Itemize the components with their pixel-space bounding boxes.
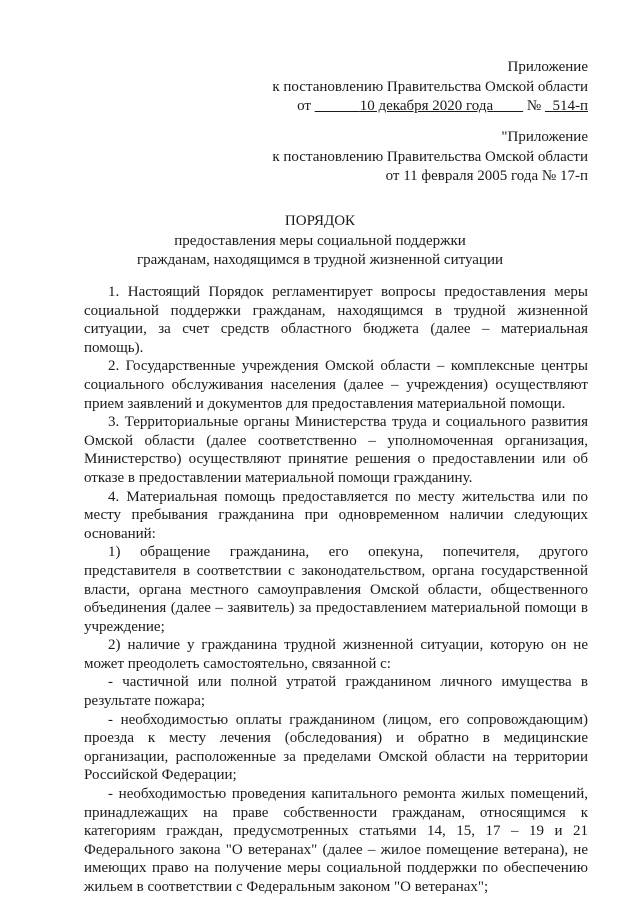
paragraph: 1. Настоящий Порядок регламентирует вопросы предоставления меры социальной поддержки гражданам, находящимся в трудной жизненной ситуации, за счет средств областного бюджета (далее – материальная помощь). <box>84 284 588 356</box>
appendix-date: 10 декабря 2020 года <box>359 98 494 114</box>
original-resolution-ref: к постановлению Правительства Омской области <box>272 148 588 165</box>
appendix-number-label: № <box>526 98 542 114</box>
document-subtitle-line2: гражданам, находящимся в трудной жизненной ситуации <box>136 252 503 268</box>
paragraph: 3. Территориальные органы Министерства труда и социального развития Омской области (далее соответственно – уполномоченная организация, Министерство) осуществляют принятие решения о предоставлении или об отказе в предоставлении материальной помощи гражданину. <box>84 414 588 486</box>
paragraph: - частичной или полной утратой гражданином личного имущества в результате пожара; <box>84 674 588 710</box>
document-subtitle-line1: предоставления меры социальной поддержки <box>174 233 466 249</box>
appendix-resolution-ref: к постановлению Правительства Омской области <box>272 78 588 95</box>
document-title: ПОРЯДОК <box>284 213 356 229</box>
paragraph: - необходимостью проведения капитального ремонта жилых помещений, принадлежащих на праве собственности гражданам, относящимся к категориям граждан, предусмотренных статьями 14, 15, 17 – 19 и 21 Федерального закона "О ветеранах" (далее – жилое помещение ветерана), не имеющих право на получение меры социальной поддержки по обеспечению жильем в соответствии с Федеральным законом "О ветеранах"; <box>84 786 588 895</box>
paragraph: 2. Государственные учреждения Омской области – комплексные центры социального обслуживания населения (далее – учреждения) осуществляют прием заявлений и документов для предоставления материальной помощи. <box>84 358 588 412</box>
appendix-date-prefix: от <box>297 98 311 114</box>
paragraph: 4. Материальная помощь предоставляется по месту жительства или по месту пребывания гражданина при одновременном наличии следующих оснований: <box>84 488 588 542</box>
original-appendix-header <box>272 128 588 187</box>
appendix-header <box>272 58 588 117</box>
paragraph: - необходимостью оплаты гражданином (лицом, его сопровождающим) проезда к месту лечения (обследования) и обратно в медицинские организации, расположенные за пределами Омской области на территории Российской Федерации; <box>84 711 588 784</box>
original-appendix-label: "Приложение <box>501 129 588 145</box>
paragraph: 2) наличие у гражданина трудной жизненной ситуации, которую он не может преодолеть самостоятельно, связанной с: <box>84 637 588 672</box>
paragraph: 1) обращение гражданина, его опекуна, попечителя, другого представителя в соответствии с законодательством, органа государственной власти, органа местного самоуправления Омской области, общественного объединения (далее – заявитель) за предоставлением материальной помощи в учреждение; <box>84 544 588 635</box>
appendix-number: 514-п <box>552 98 588 114</box>
original-resolution-date: от 11 февраля 2005 года № 17-п <box>385 168 588 184</box>
document-body <box>84 283 588 897</box>
appendix-label: Приложение <box>507 59 588 75</box>
appendix-date-line <box>272 97 588 117</box>
